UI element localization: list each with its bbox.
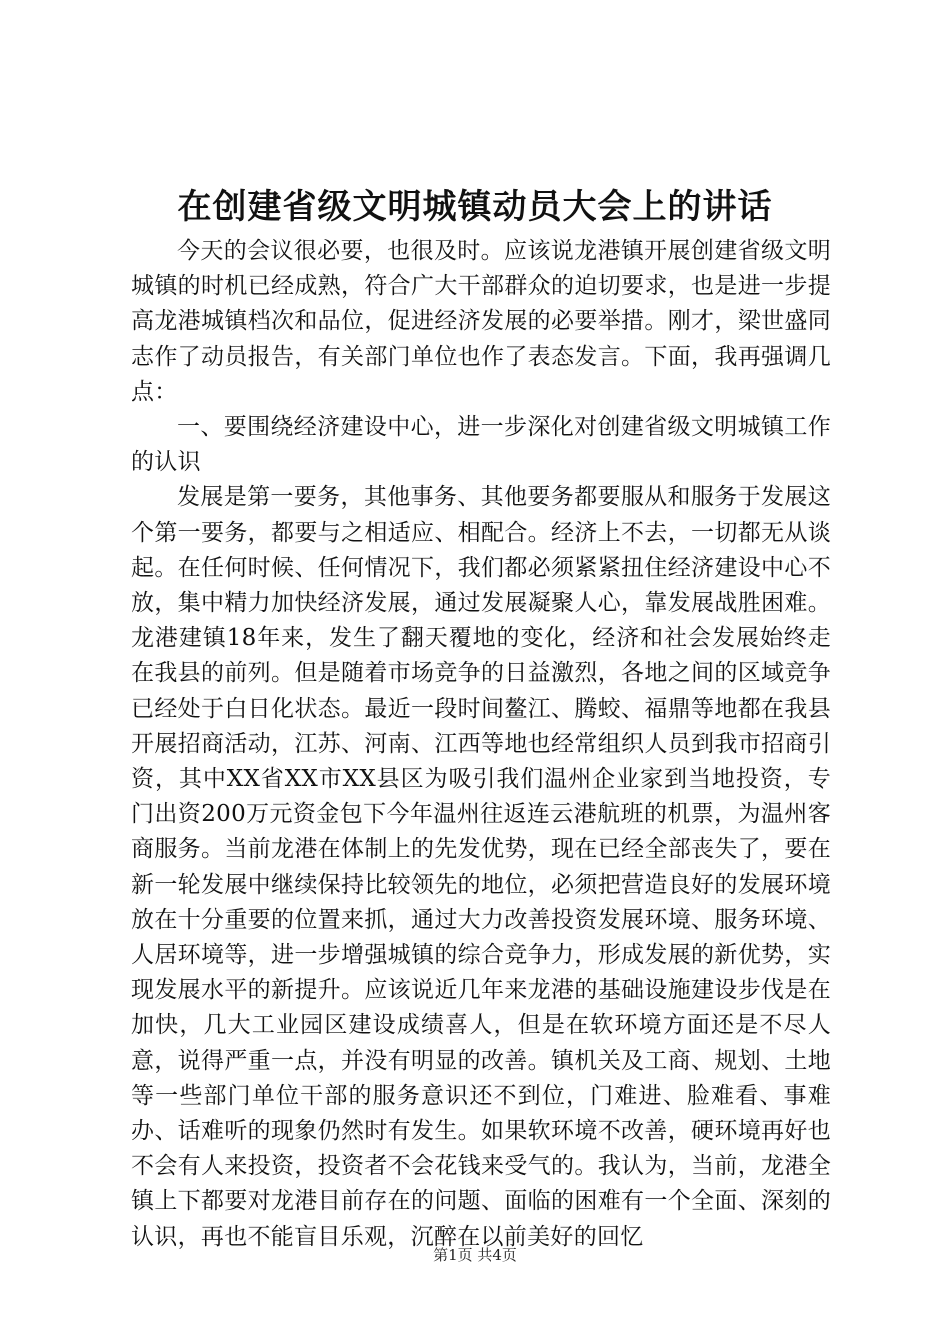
paragraph-intro: 今天的会议很必要，也很及时。应该说龙港镇开展创建省级文明城镇的时机已经成熟，符合广大干部群众的迫切要求，也是进一步提高龙港城镇档次和品位，促进经济发展的必要举措。刚才，梁世盛同志作了动员报告，有关部门单位也作了表态发言。下面，我再强调几点： [131, 238, 831, 405]
document-body [131, 234, 831, 1255]
section-heading-1: 一、要围绕经济建设中心，进一步深化对创建省级文明城镇工作的认识 [131, 414, 831, 476]
document-title: 在创建省级文明城镇动员大会上的讲话 [177, 187, 773, 227]
paragraph-development: 发展是第一要务，其他事务、其他要务都要服从和服务于发展这个第一要务，都要与之相适应、相配合。经济上不去，一切都无从谈起。在任何时候、任何情况下，我们都必须紧紧扭住经济建设中心不放，集中精力加快经济发展，通过发展凝聚人心，靠发展战胜困难。龙港建镇18年来，发生了翻天覆地的变化，经济和社会发展始终走在我县的前列。但是随着市场竞争的日益激烈，各地之间的区域竞争已经处于白日化状态。最近一段时间鳌江、腾蛟、福鼎等地都在我县开展招商活动，江苏、河南、江西等地也经常组织人员到我市招商引资，其中XX省XX市XX县区为吸引我们温州企业家到当地投资，专门出资200万元资金包下今年温州往返连云港航班的机票，为温州客商服务。当前龙港在体制上的先发优势，现在已经全部丧失了，要在新一轮发展中继续保持比较领先的地位，必须把营造良好的发展环境放在十分重要的位置来抓，通过大力改善投资发展环境、服务环境、人居环境等，进一步增强城镇的综合竞争力，形成发展的新优势，实现发展水平的新提升。应该说近几年来龙港的基础设施建设步伐是在加快，几大工业园区建设成绩喜人，但是在软环境方面还是不尽人意，说得严重一点，并没有明显的改善。镇机关及工商、规划、土地等一些部门单位干部的服务意识还不到位，门难进、脸难看、事难办、话难听的现象仍然时有发生。如果软环境不改善，硬环境再好也不会有人来投资，投资者不会花钱来受气的。我认为，当前，龙港全镇上下都要对龙港目前存在的问题、面临的困难有一个全面、深刻的认识，再也不能盲目乐观，沉醉在以前美好的回忆 [131, 484, 831, 1250]
page-number-footer: 第1页 共4页 [433, 1246, 517, 1264]
